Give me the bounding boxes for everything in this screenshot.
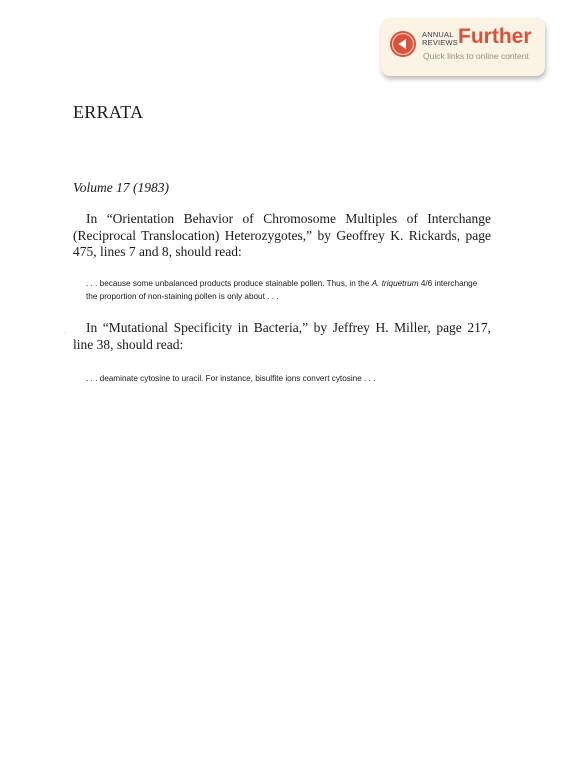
quote-text-continued: 4/6 interchange the proportion of non-staining pollen is only about . . . (86, 279, 478, 301)
erratum-entry-rickards: In “Orientation Behavior of Chromosome Multiples of Interchange (Reciprocal Translocation) Heterozygotes,” by Geoffrey K. Rickards, page 475, lines 7 and 8, should read: (73, 211, 491, 259)
page-title: ERRATA (73, 102, 144, 122)
species-name: A. triquetrum (371, 279, 419, 288)
erratum-entry-miller: In “Mutational Specificity in Bacteria,” by Jeffrey H. Miller, page 217, line 38, should read: (73, 320, 491, 352)
badge-tagline: Quick links to online content (423, 51, 529, 61)
badge-further-text: Further (458, 25, 532, 48)
quote-text: . . . because some unbalanced products produce stainable pollen. Thus, in the (86, 279, 372, 288)
left-arrow-circle-icon (389, 30, 417, 58)
annual-reviews-further-badge[interactable] (381, 18, 545, 76)
stray-print-mark: ˏ (64, 326, 67, 334)
badge-reviews-text: REVIEWS (422, 38, 458, 47)
badge-annual-text: ANNUAL (422, 30, 454, 39)
volume-heading: Volume 17 (1983) (73, 180, 169, 195)
corrected-quote-miller: . . . deaminate cytosine to uracil. For instance, bisulfite ions convert cytosine . . . (86, 374, 376, 383)
corrected-quote-rickards (86, 277, 486, 303)
